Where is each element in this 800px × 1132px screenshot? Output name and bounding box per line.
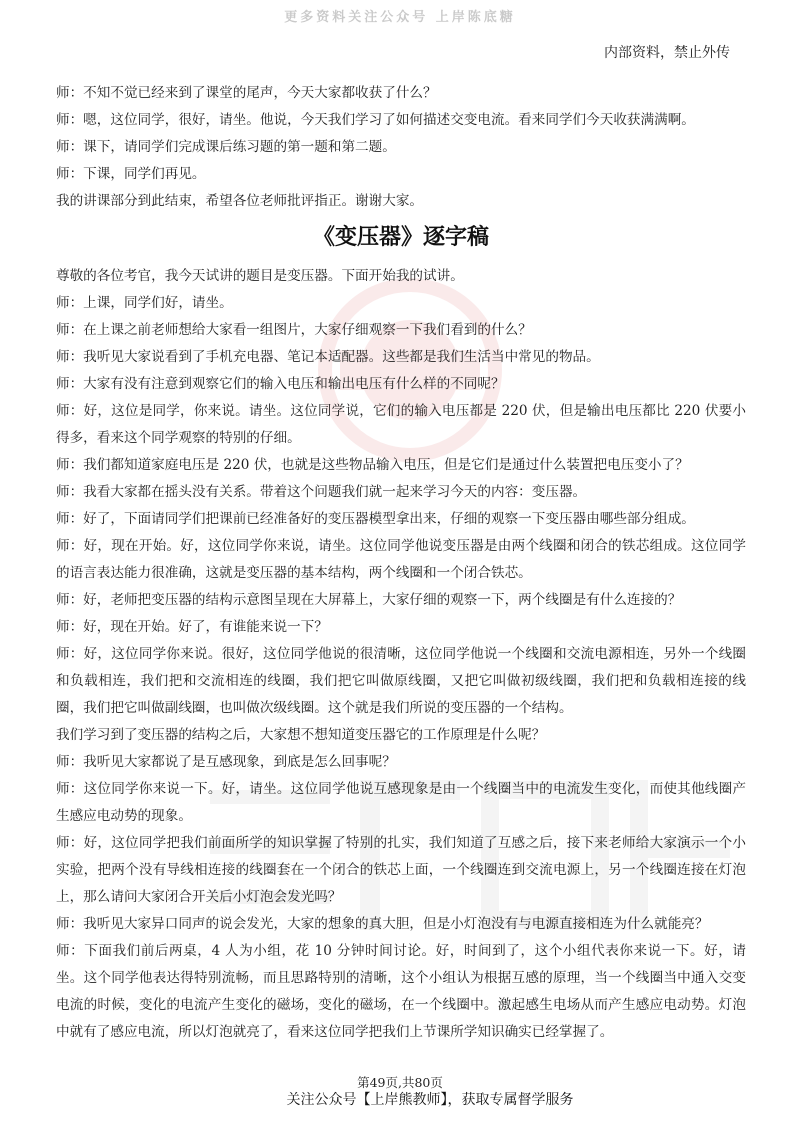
paragraph: 师：在上课之前老师想给大家看一组图片，大家仔细观察一下我们看到的什么？ — [56, 322, 532, 338]
paragraph: 师：这位同学你来说一下。好，请坐。这位同学他说互感现象是由一个线圈当中的电流发生变化，而使其他线圈产生感应电动势的现象。 — [56, 781, 746, 824]
intro-paragraph: 我的讲课部分到此结束，希望各位老师批评指正。谢谢大家。 — [56, 193, 424, 209]
document-body — [56, 80, 746, 1046]
paragraph: 尊敬的各位考官，我今天试讲的题目是变压器。下面开始我的试讲。 — [56, 268, 464, 284]
internal-note: 内部资料，禁止外传 — [604, 45, 730, 61]
paragraph: 师：我看大家都在摇头没有关系。带着这个问题我们就一起来学习今天的内容：变压器。 — [56, 484, 587, 500]
paragraph: 师：好，这位同学你来说。很好，这位同学他说的很清晰，这位同学他说一个线圈和交流电源相连，另外一个线圈和负载相连，我们把和交流相连的线圈，我们把它叫做原线圈，又把它叫做初级线圈，我们把和负载相连接的线圈，我们把它叫做副线圈，也叫做次级线圈。这个就是我们所说的变压器的一个结构。 — [56, 646, 746, 716]
intro-paragraph: 师：嗯，这位同学，很好，请坐。他说，今天我们学习了如何描述交变电流。看来同学们今天收获满满啊。 — [56, 112, 695, 128]
intro-paragraph: 师：不知不觉已经来到了课堂的尾声，今天大家都收获了什么？ — [56, 85, 437, 101]
paragraph: 师：好了，下面请同学们把课前已经准备好的变压器模型拿出来，仔细的观察一下变压器由哪些部分组成。 — [56, 511, 695, 527]
paragraph: 我们学习到了变压器的结构之后，大家想不想知道变压器它的工作原理是什么呢？ — [56, 727, 546, 743]
page-number: 第49页,共80页 — [357, 1075, 443, 1090]
paragraph: 师：我听见大家异口同声的说会发光，大家的想象的真大胆，但是小灯泡没有与电源直接相连为什么就能亮？ — [56, 916, 709, 932]
paragraph: 师：好，老师把变压器的结构示意图呈现在大屏幕上，大家仔细的观察一下，两个线圈是有什么连接的？ — [56, 592, 682, 608]
paragraph: 师：好，这位是同学，你来说。请坐。这位同学说，它们的输入电压都是 220 伏，但是输出电压都比 220 伏要小得多，看来这个同学观察的特别的仔细。 — [56, 403, 746, 446]
intro-paragraph: 师：课下，请同学们完成课后练习题的第一题和第二题。 — [56, 139, 396, 155]
footer-promo: 关注公众号【上岸熊教师】，获取专属督学服务 — [286, 1092, 574, 1108]
paragraph: 师：我们都知道家庭电压是 220 伏，也就是这些物品输入电压，但是它们是通过什么装置把电压变小了？ — [56, 457, 689, 473]
paragraph: 师：我听见大家说看到了手机充电器、笔记本适配器。这些都是我们生活当中常见的物品。 — [56, 349, 600, 365]
paragraph: 师：我听见大家都说了是互感现象，到底是怎么回事呢？ — [56, 754, 396, 770]
paragraph: 师：好，现在开始。好，这位同学你来说，请坐。这位同学他说变压器是由两个线圈和闭合的铁芯组成。这位同学的语言表达能力很准确，这就是变压器的基本结构，两个线圈和一个闭合铁芯。 — [56, 538, 746, 581]
intro-paragraph: 师：下课，同学们再见。 — [56, 166, 206, 182]
top-banner: 更多资料关注公众号 上岸陈底糖 — [284, 10, 516, 25]
paragraph: 师：下面我们前后两桌，4 人为小组，花 10 分钟时间讨论。好，时间到了，这个小组代表你来说一下。好，请坐。这个同学他表达得特别流畅，而且思路特别的清晰，这个小组认为根据互感的原理，当一个线圈当中通入交变电流的时候，变化的电流产生变化的磁场，变化的磁场，在一个线圈中。激起感生电场从而产生感应电动势。灯泡中就有了感应电流，所以灯泡就亮了，看来这位同学把我们上节课所学知识确实已经掌握了。 — [56, 943, 746, 1040]
paragraph: 师：好，现在开始。好了，有谁能来说一下？ — [56, 619, 328, 635]
paragraph: 师：大家有没有注意到观察它们的输入电压和输出电压有什么样的不同呢？ — [56, 376, 505, 392]
section-title: 《变压器》逐字稿 — [312, 225, 489, 250]
paragraph: 师：上课，同学们好，请坐。 — [56, 295, 233, 311]
paragraph: 师：好，这位同学把我们前面所学的知识掌握了特别的扎实，我们知道了互感之后，接下来老师给大家演示一个小实验，把两个没有导线相连接的线圈套在一个闭合的铁芯上面，一个线圈连到交流电源上，另一个线圈连接在灯泡上，那么请问大家闭合开关后小灯泡会发光吗？ — [56, 835, 746, 905]
